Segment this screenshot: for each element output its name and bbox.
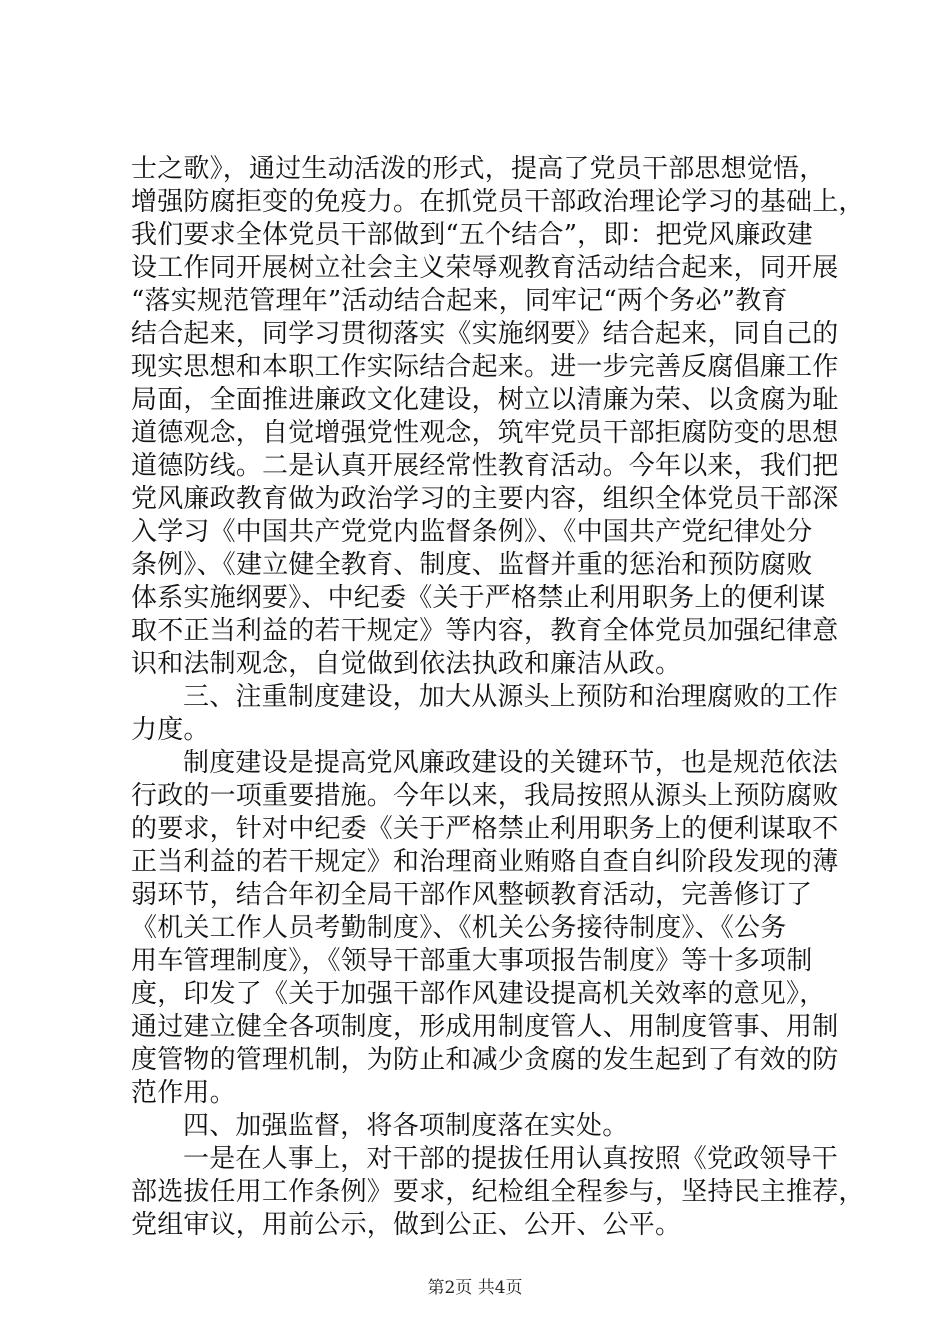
document-body <box>131 153 865 1242</box>
text-line: 度，印发了《关于加强干部作风建设提高机关效率的意见》， <box>131 979 826 1009</box>
text-line: 道德观念，自觉增强党性观念，筑牢党员干部拒腐防变的思想 <box>131 418 839 448</box>
text-line: 党风廉政教育做为政治学习的主要内容，组织全体党员干部深 <box>131 484 839 514</box>
text-line: 范作用。 <box>131 1078 236 1108</box>
text-line: “落实规范管理年”活动结合起来，同牢记“两个务必”教育 <box>131 286 788 316</box>
text-line: 条例》、《建立健全教育、制度、监督并重的惩治和预防腐败 <box>131 550 813 580</box>
text-line: 正当利益的若干规定》和治理商业贿赂自查自纠阶段发现的薄 <box>131 847 839 877</box>
text-line: 增强防腐拒变的免疫力。在抓党员干部政治理论学习的基础上， <box>131 187 865 217</box>
section-heading: 四、加强监督，将各项制度落在实处。 <box>183 1111 629 1141</box>
text-line: 识和法制观念，自觉做到依法执政和廉洁从政。 <box>131 649 682 679</box>
text-line: 的要求，针对中纪委《关于严格禁止利用职务上的便利谋取不 <box>131 814 839 844</box>
text-line: 度管物的管理机制，为防止和减少贪腐的发生起到了有效的防 <box>131 1045 839 1075</box>
text-line: 部选拔任用工作条例》要求，纪检组全程参与，坚持民主推荐， <box>131 1177 865 1207</box>
text-line: 用车管理制度》，《领导干部重大事项报告制度》等十多项制 <box>131 946 813 976</box>
page-number-footer: 第2页 共4页 <box>427 1278 523 1298</box>
text-line: 取不正当利益的若干规定》等内容，教育全体党员加强纪律意 <box>131 616 839 646</box>
text-line: 现实思想和本职工作实际结合起来。进一步完善反腐倡廉工作 <box>131 352 839 382</box>
text-line: 党组审议，用前公示，做到公正、公开、公平。 <box>131 1210 682 1240</box>
text-line: 体系实施纲要》、中纪委《关于严格禁止利用职务上的便利谋 <box>131 583 826 613</box>
text-line: 结合起来，同学习贯彻落实《实施纲要》结合起来，同自己的 <box>131 319 839 349</box>
text-line: 我们要求全体党员干部做到“五个结合”，即：把党风廉政建 <box>131 220 813 250</box>
section-heading: 三、注重制度建设，加大从源头上预防和治理腐败的工作 <box>183 682 839 712</box>
text-line: 入学习《中国共产党党内监督条例》、《中国共产党纪律处分 <box>131 517 813 547</box>
text-line: 行政的一项重要措施。今年以来，我局按照从源头上预防腐败 <box>131 781 839 811</box>
text-line: 士之歌》，通过生动活泼的形式，提高了党员干部思想觉悟， <box>131 154 826 184</box>
text-line: 力度。 <box>131 715 210 745</box>
paragraph-start: 制度建设是提高党风廉政建设的关键环节，也是规范依法 <box>183 748 839 778</box>
text-line: 《机关工作人员考勤制度》、《机关公务接待制度》、《公务 <box>131 913 787 943</box>
text-line: 局面，全面推进廉政文化建设，树立以清廉为荣、以贪腐为耻 <box>131 385 839 415</box>
text-line: 通过建立健全各项制度，形成用制度管人、用制度管事、用制 <box>131 1012 839 1042</box>
paragraph-start: 一是在人事上，对干部的提拔任用认真按照《党政领导干 <box>183 1144 839 1174</box>
text-line: 弱环节，结合年初全局干部作风整顿教育活动，完善修订了 <box>131 880 813 910</box>
text-line: 道德防线。二是认真开展经常性教育活动。今年以来，我们把 <box>131 451 839 481</box>
text-line: 设工作同开展树立社会主义荣辱观教育活动结合起来，同开展 <box>131 253 839 283</box>
